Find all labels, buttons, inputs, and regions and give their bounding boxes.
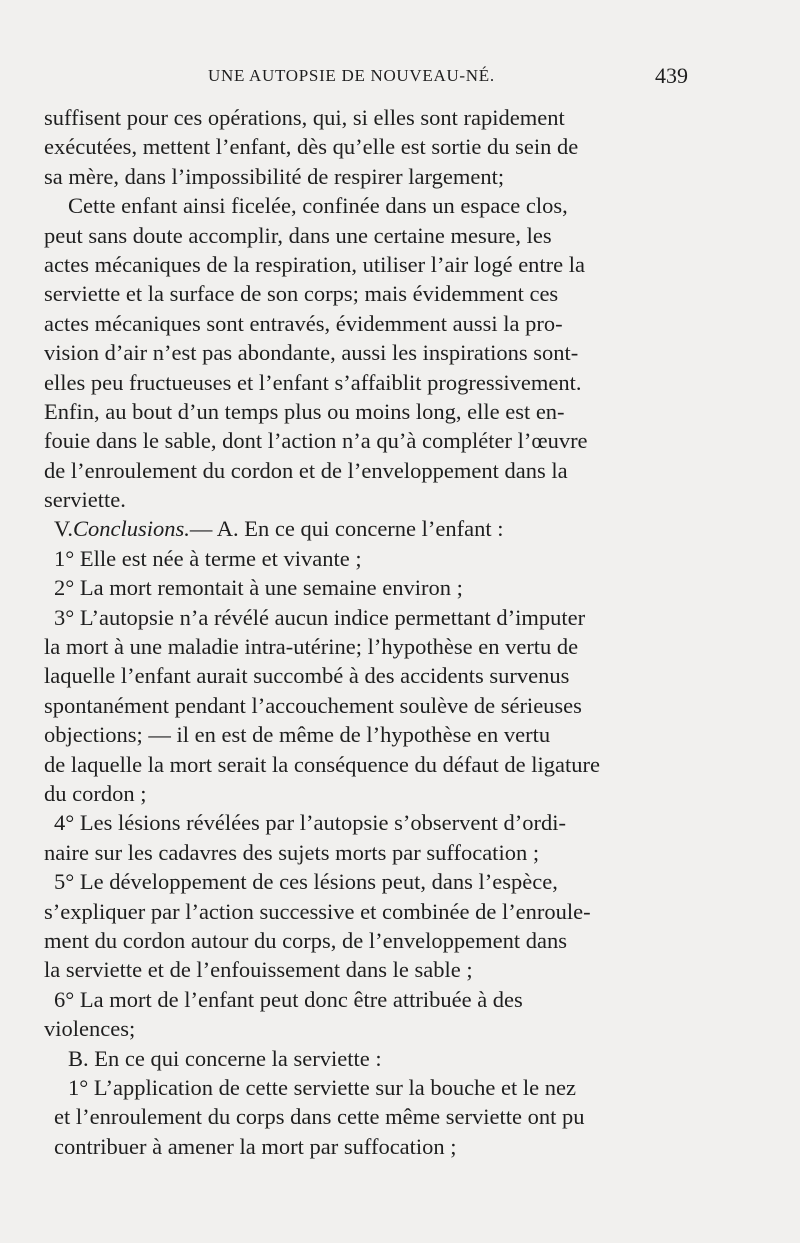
text-line: ment du cordon autour du corps, de l’enveloppement dans (44, 927, 567, 953)
running-title: UNE AUTOPSIE DE NOUVEAU-NÉ. (208, 66, 495, 85)
text-line: peut sans doute accomplir, dans une certaine mesure, les (44, 222, 552, 248)
section-heading-line (44, 514, 704, 543)
text-line: 2° La mort remontait à une semaine environ ; (54, 575, 463, 601)
text-line: Enfin, au bout d’un temps plus ou moins long, elle est en- (44, 398, 565, 424)
text-line: de l’enroulement du cordon et de l’enveloppement dans la (44, 457, 568, 483)
text-line: 6° La mort de l’enfant peut donc être attribuée à des (54, 986, 523, 1012)
text-line: 1° L’application de cette serviette sur la bouche et le nez (68, 1074, 576, 1100)
text-line: serviette et la surface de son corps; mais évidemment ces (44, 281, 559, 307)
section-title: Conclusions. (72, 516, 190, 542)
text-line: du cordon ; (44, 780, 147, 806)
text-line: violences; (44, 1016, 136, 1042)
text-line: actes mécaniques de la respiration, utiliser l’air logé entre la (44, 251, 586, 277)
text-line: serviette. (44, 487, 126, 513)
text-line: spontanément pendant l’accouchement soulève de sérieuses (44, 692, 582, 718)
text-line: sa mère, dans l’impossibilité de respirer largement; (44, 163, 505, 189)
page-body-text (44, 103, 704, 1161)
text-line: vision d’air n’est pas abondante, aussi les inspirations sont- (44, 340, 579, 366)
text-line: contribuer à amener la mort par suffocation ; (54, 1133, 457, 1159)
text-line: 5° Le développement de ces lésions peut, dans l’espèce, (54, 869, 558, 895)
text-line: objections; — il en est de même de l’hypothèse en vertu (44, 722, 551, 748)
text-line: exécutées, mettent l’enfant, dès qu’elle est sortie du sein de (44, 134, 579, 160)
text-line: de laquelle la mort serait la conséquence du défaut de ligature (44, 751, 601, 777)
text-line: elles peu fructueuses et l’enfant s’affaiblit progressivement. (44, 369, 582, 395)
text-line: B. En ce qui concerne la serviette : (68, 1045, 382, 1071)
page-number: 439 (655, 63, 688, 88)
text-line: 1° Elle est née à terme et vivante ; (54, 545, 362, 571)
text-line: la mort à une maladie intra-utérine; l’hypothèse en vertu de (44, 634, 579, 660)
text-line: suffisent pour ces opérations, qui, si elles sont rapidement (44, 105, 565, 130)
text-line: actes mécaniques sont entravés, évidemment aussi la pro- (44, 310, 563, 336)
section-subtitle: — A. En ce qui concerne l’enfant : (189, 516, 504, 542)
text-line: naire sur les cadavres des sujets morts par suffocation ; (44, 839, 540, 865)
text-line: 3° L’autopsie n’a révélé aucun indice permettant d’imputer (54, 604, 586, 630)
text-line: et l’enroulement du corps dans cette même serviette ont pu (54, 1104, 585, 1130)
text-line: la serviette et de l’enfouissement dans le sable ; (44, 957, 473, 983)
text-line: fouie dans le sable, dont l’action n’a qu’à compléter l’œuvre (44, 428, 588, 454)
text-line: Cette enfant ainsi ficelée, confinée dans un espace clos, (68, 193, 568, 219)
text-line: laquelle l’enfant aurait succombé à des accidents survenus (44, 663, 570, 689)
section-number: V. (54, 516, 73, 542)
text-line: 4° Les lésions révélées par l’autopsie s’observent d’ordi- (54, 810, 566, 836)
running-header (0, 63, 800, 90)
text-line: s’expliquer par l’action successive et combinée de l’enroule- (44, 898, 591, 924)
